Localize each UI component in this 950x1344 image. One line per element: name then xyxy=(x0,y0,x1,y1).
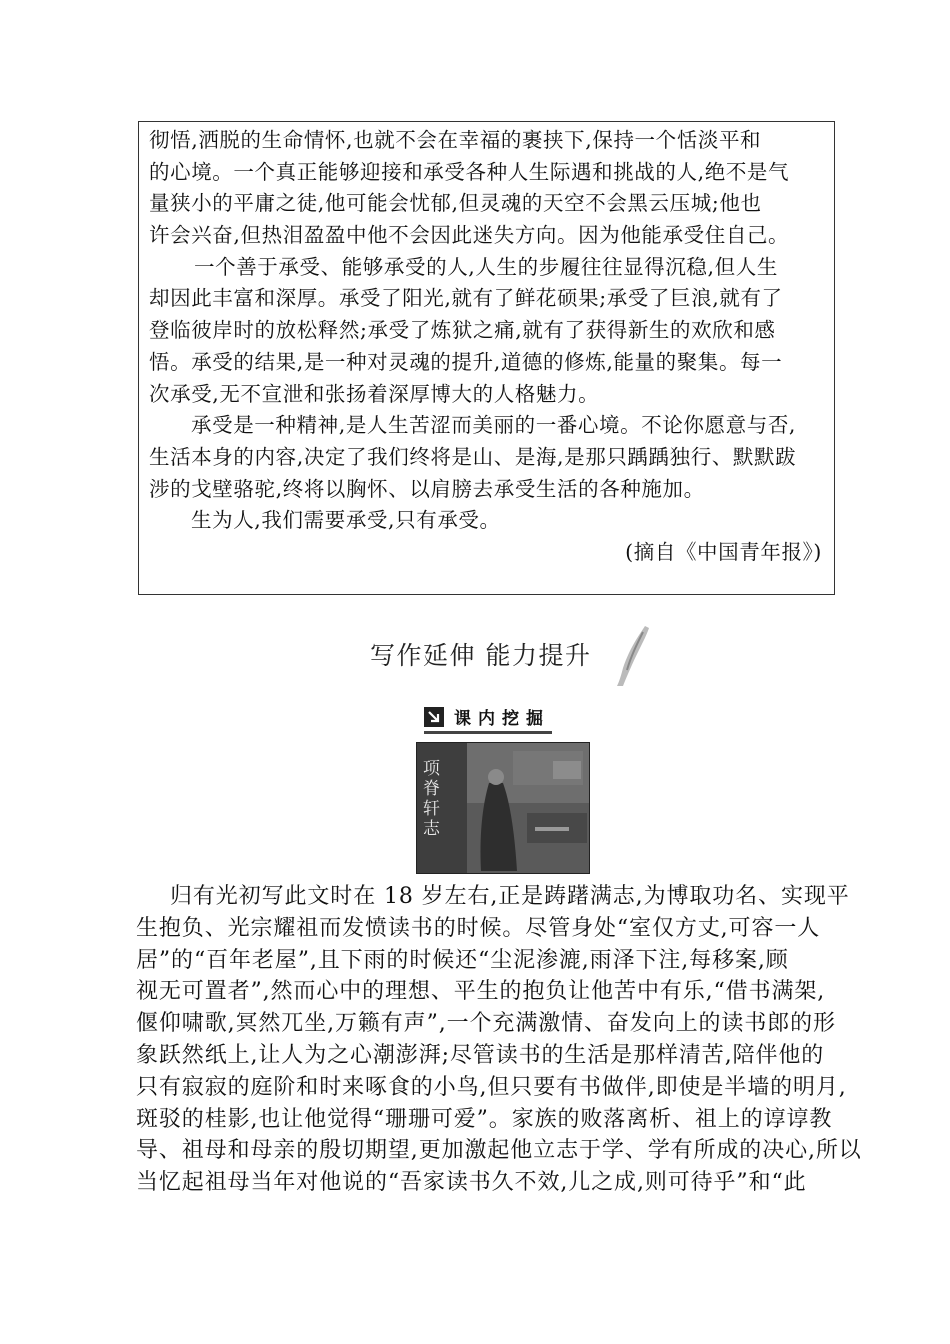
body-line: 当忆起祖母当年对他说的“吾家读书久不效,儿之成,则可待乎”和“此 xyxy=(136,1170,807,1196)
passage-line: 承受是一种精神,是人生苦涩而美丽的一番心境。不论你愿意与否, xyxy=(191,413,797,438)
body-line: 居”的“百年老屋”,且下雨的时候还“尘泥渗漉,雨泽下注,每移案,顾 xyxy=(136,947,789,973)
body-paragraph xyxy=(136,881,862,1199)
boxed-passage xyxy=(138,121,835,595)
sub-heading-underline xyxy=(424,731,552,734)
passage-line: 登临彼岸时的放松释然;承受了炼狱之痛,就有了获得新生的欢欣和感 xyxy=(149,318,776,343)
picture-title: 项脊轩志 xyxy=(423,759,440,839)
sub-heading-label: 课内挖掘 xyxy=(454,709,550,729)
passage-line: 量狭小的平庸之徒,他可能会忧郁,但灵魂的天空不会黑云压城;他也 xyxy=(149,191,762,216)
passage-line: 生为人,我们需要承受,只有承受。 xyxy=(191,508,501,533)
body-line: 偃仰啸歌,冥然兀坐,万籁有声”,一个充满激情、奋发向上的读书郎的形 xyxy=(136,1011,836,1037)
passage-line: 次承受,无不宣泄和张扬着深厚博大的人格魅力。 xyxy=(149,381,600,406)
arrow-icon xyxy=(424,707,444,727)
passage-line: 的心境。一个真正能够迎接和承受各种人生际遇和挑战的人,绝不是气 xyxy=(149,159,790,184)
body-line: 归有光初写此文时在 18 岁左右,正是踌躇满志,为博取功名、实现平 xyxy=(170,884,850,909)
illustration-image xyxy=(416,742,590,874)
section-heading xyxy=(360,624,650,688)
passage-line: 涉的戈壁骆驼,终将以胸怀、以肩膀去承受生活的各种施加。 xyxy=(149,476,705,501)
passage-line: 一个善于承受、能够承受的人,人生的步履往往显得沉稳,但人生 xyxy=(194,254,778,279)
passage-line: 生活本身的内容,决定了我们终将是山、是海,是那只踽踽独行、默默跋 xyxy=(149,444,797,469)
body-line: 生抱负、光宗耀祖而发愤读书的时候。尽管身处“室仅方丈,可容一人 xyxy=(136,915,821,941)
body-line: 导、祖母和母亲的殷切期望,更加激起他立志于学、学有所成的决心,所以 xyxy=(136,1138,862,1164)
passage-line: 悟。承受的结果,是一种对灵魂的提升,道德的修炼,能量的聚集。每一 xyxy=(149,349,783,374)
brush-stroke-icon xyxy=(615,624,651,688)
sub-heading xyxy=(424,704,554,732)
passage-line: 却因此丰富和深厚。承受了阳光,就有了鲜花硕果;承受了巨浪,就有了 xyxy=(149,286,783,311)
body-line: 只有寂寂的庭阶和时来啄食的小鸟,但只要有书做伴,即使是半墙的明月, xyxy=(136,1074,847,1100)
passage-line: 彻悟,洒脱的生命情怀,也就不会在幸福的裹挟下,保持一个恬淡平和 xyxy=(149,128,762,152)
section-title: 写作延伸 能力提升 xyxy=(370,641,592,670)
body-line: 斑驳的桂影,也让他觉得“珊珊可爱”。家族的败落离析、祖上的谆谆教 xyxy=(136,1106,833,1132)
body-line: 象跃然纸上,让人为之心潮澎湃;尽管读书的生活是那样清苦,陪伴他的 xyxy=(136,1042,825,1068)
passage-source: (摘自《中国青年报》) xyxy=(625,539,822,564)
passage-line: 许会兴奋,但热泪盈盈中他不会因此迷失方向。因为他能承受住自己。 xyxy=(149,223,790,248)
body-line: 视无可置者”,然而心中的理想、平生的抱负让他苦中有乐,“借书满架, xyxy=(136,979,826,1005)
